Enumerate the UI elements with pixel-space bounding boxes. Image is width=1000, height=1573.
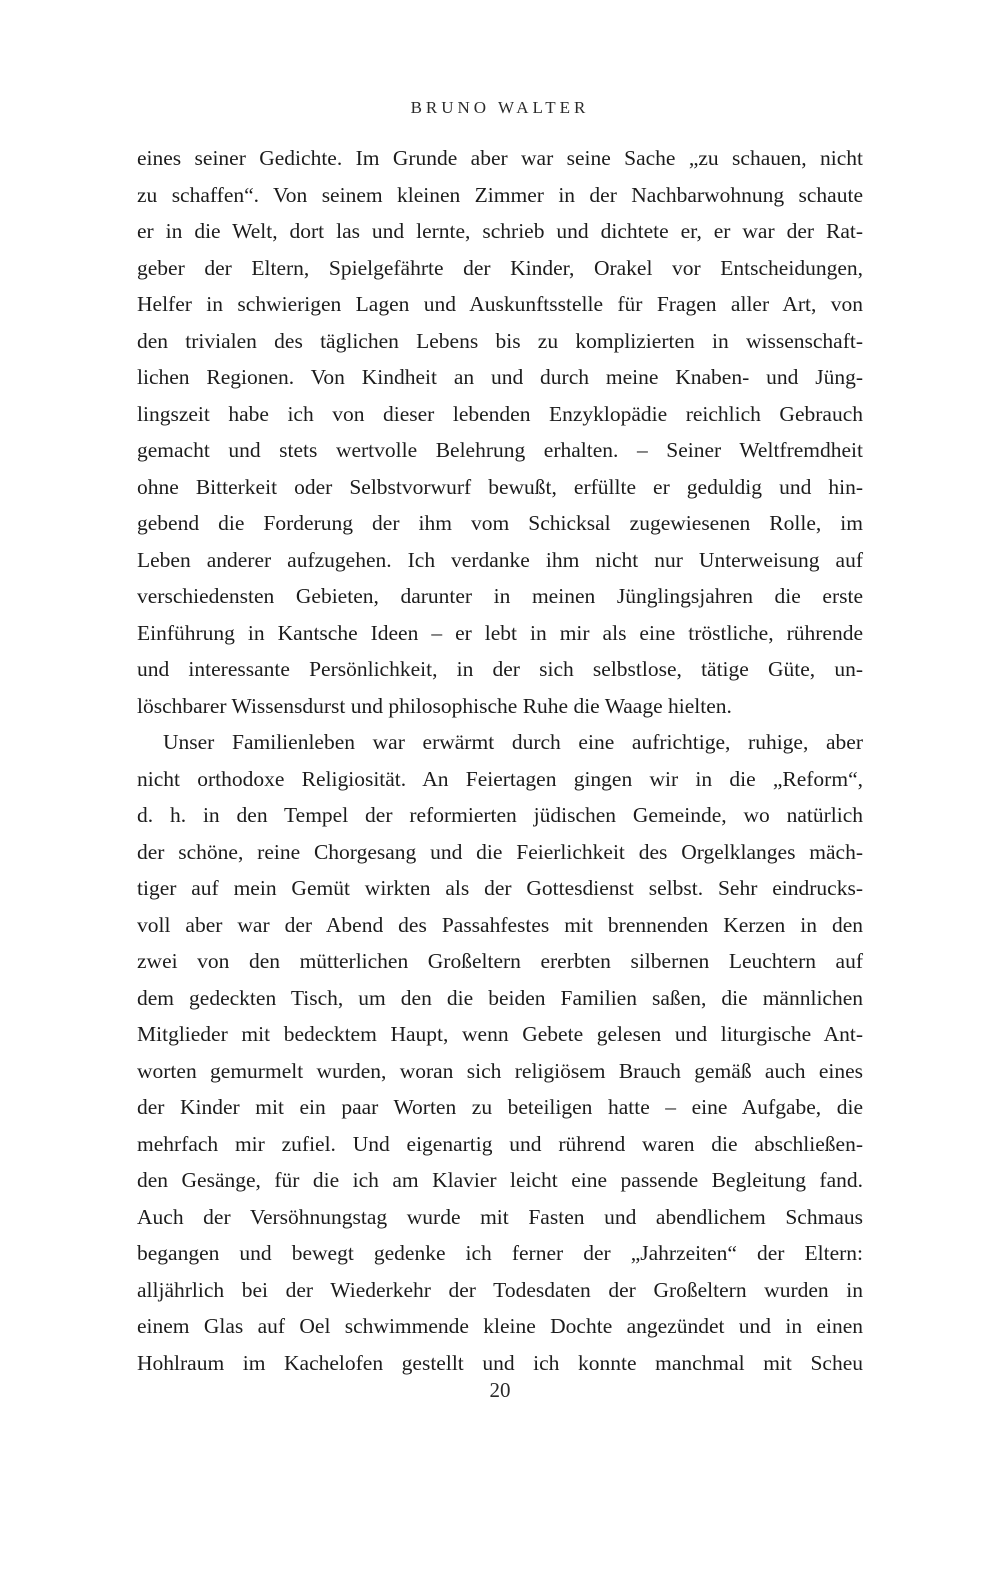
text-line: dem gedeckten Tisch, um den die beiden Familien saßen, die männlichen [137, 985, 863, 1010]
text-line: nicht orthodoxe Religiosität. An Feiertagen gingen wir in die „Reform“, [137, 766, 863, 791]
text-line: d. h. in den Tempel der reformierten jüdischen Gemeinde, wo natürlich [137, 803, 863, 827]
text-line: er in die Welt, dort las und lernte, schrieb und dichtete er, er war der Rat- [137, 219, 863, 243]
text-line: Leben anderer aufzugehen. Ich verdanke ihm nicht nur Unterweisung auf [137, 547, 863, 572]
text-line: den Gesänge, für die ich am Klavier leicht eine passende Begleitung fand. [137, 1168, 863, 1192]
paragraph-last-line: löschbarer Wissensdurst und philosophische Ruhe die Waage hielten. [137, 693, 732, 718]
text-line: und interessante Persönlichkeit, in der sich selbstlose, tätige Güte, un- [137, 657, 863, 681]
text-line: Mitglieder mit bedecktem Haupt, wenn Gebete gelesen und liturgische Ant- [137, 1022, 863, 1046]
text-line: alljährlich bei der Wiederkehr der Todesdaten der Großeltern wurden in [137, 1277, 863, 1302]
text-line: Einführung in Kantsche Ideen – er lebt in mir als eine tröstliche, rührende [137, 620, 863, 645]
text-line: gemacht und stets wertvolle Belehrung erhalten. – Seiner Weltfremdheit [137, 438, 863, 462]
text-line: begangen und bewegt gedenke ich ferner der „Jahrzeiten“ der Eltern: [137, 1241, 863, 1265]
text-line: den trivialen des täglichen Lebens bis zu komplizierten in wissenschaft- [137, 328, 863, 353]
text-line: eines seiner Gedichte. Im Grunde aber war seine Sache „zu schauen, nicht [137, 146, 863, 170]
text-line: geber der Eltern, Spielgefährte der Kinder, Orakel vor Entscheidungen, [137, 255, 863, 280]
text-line: zu schaffen“. Von seinem kleinen Zimmer in der Nachbarwohnung schaute [137, 182, 863, 207]
text-line: Auch der Versöhnungstag wurde mit Fasten und abendlichem Schmaus [137, 1204, 863, 1229]
text-line: tiger auf mein Gemüt wirkten als der Gottesdienst selbst. Sehr eindrucks- [137, 876, 863, 900]
text-line: einem Glas auf Oel schwimmende kleine Dochte angezündet und in einen [137, 1314, 863, 1338]
text-line: gebend die Forderung der ihm vom Schicksal zugewiesenen Rolle, im [137, 511, 863, 535]
body-text [137, 140, 863, 1381]
text-line: lichen Regionen. Von Kindheit an und durch meine Knaben- und Jüng- [137, 365, 863, 389]
page-number: 20 [489, 1378, 511, 1402]
text-line: mehrfach mir zufiel. Und eigenartig und rührend waren die abschließen- [137, 1131, 863, 1156]
text-line: der Kinder mit ein paar Worten zu beteiligen hatte – eine Aufgabe, die [137, 1095, 863, 1119]
text-line: voll aber war der Abend des Passahfestes mit brennenden Kerzen in den [137, 912, 863, 937]
text-line: ohne Bitterkeit oder Selbstvorwurf bewußt, erfüllte er geduldig und hin- [137, 474, 863, 499]
text-line: Hohlraum im Kachelofen gestellt und ich konnte manchmal mit Scheu [137, 1350, 863, 1375]
paragraph-first-line: Unser Familienleben war erwärmt durch eine aufrichtige, ruhige, aber [163, 730, 863, 754]
text-line: Helfer in schwierigen Lagen und Auskunftsstelle für Fragen aller Art, von [137, 292, 863, 316]
text-line: der schöne, reine Chorgesang und die Feierlichkeit des Orgelklanges mäch- [137, 839, 863, 864]
text-line: lingszeit habe ich von dieser lebenden Enzyklopädie reichlich Gebrauch [137, 401, 863, 426]
text-line: verschiedensten Gebieten, darunter in meinen Jünglingsjahren die erste [137, 584, 863, 608]
text-line: worten gemurmelt wurden, woran sich religiösem Brauch gemäß auch eines [137, 1058, 863, 1083]
text-line: zwei von den mütterlichen Großeltern ererbten silbernen Leuchtern auf [137, 949, 863, 973]
running-head: BRUNO WALTER [410, 98, 590, 117]
